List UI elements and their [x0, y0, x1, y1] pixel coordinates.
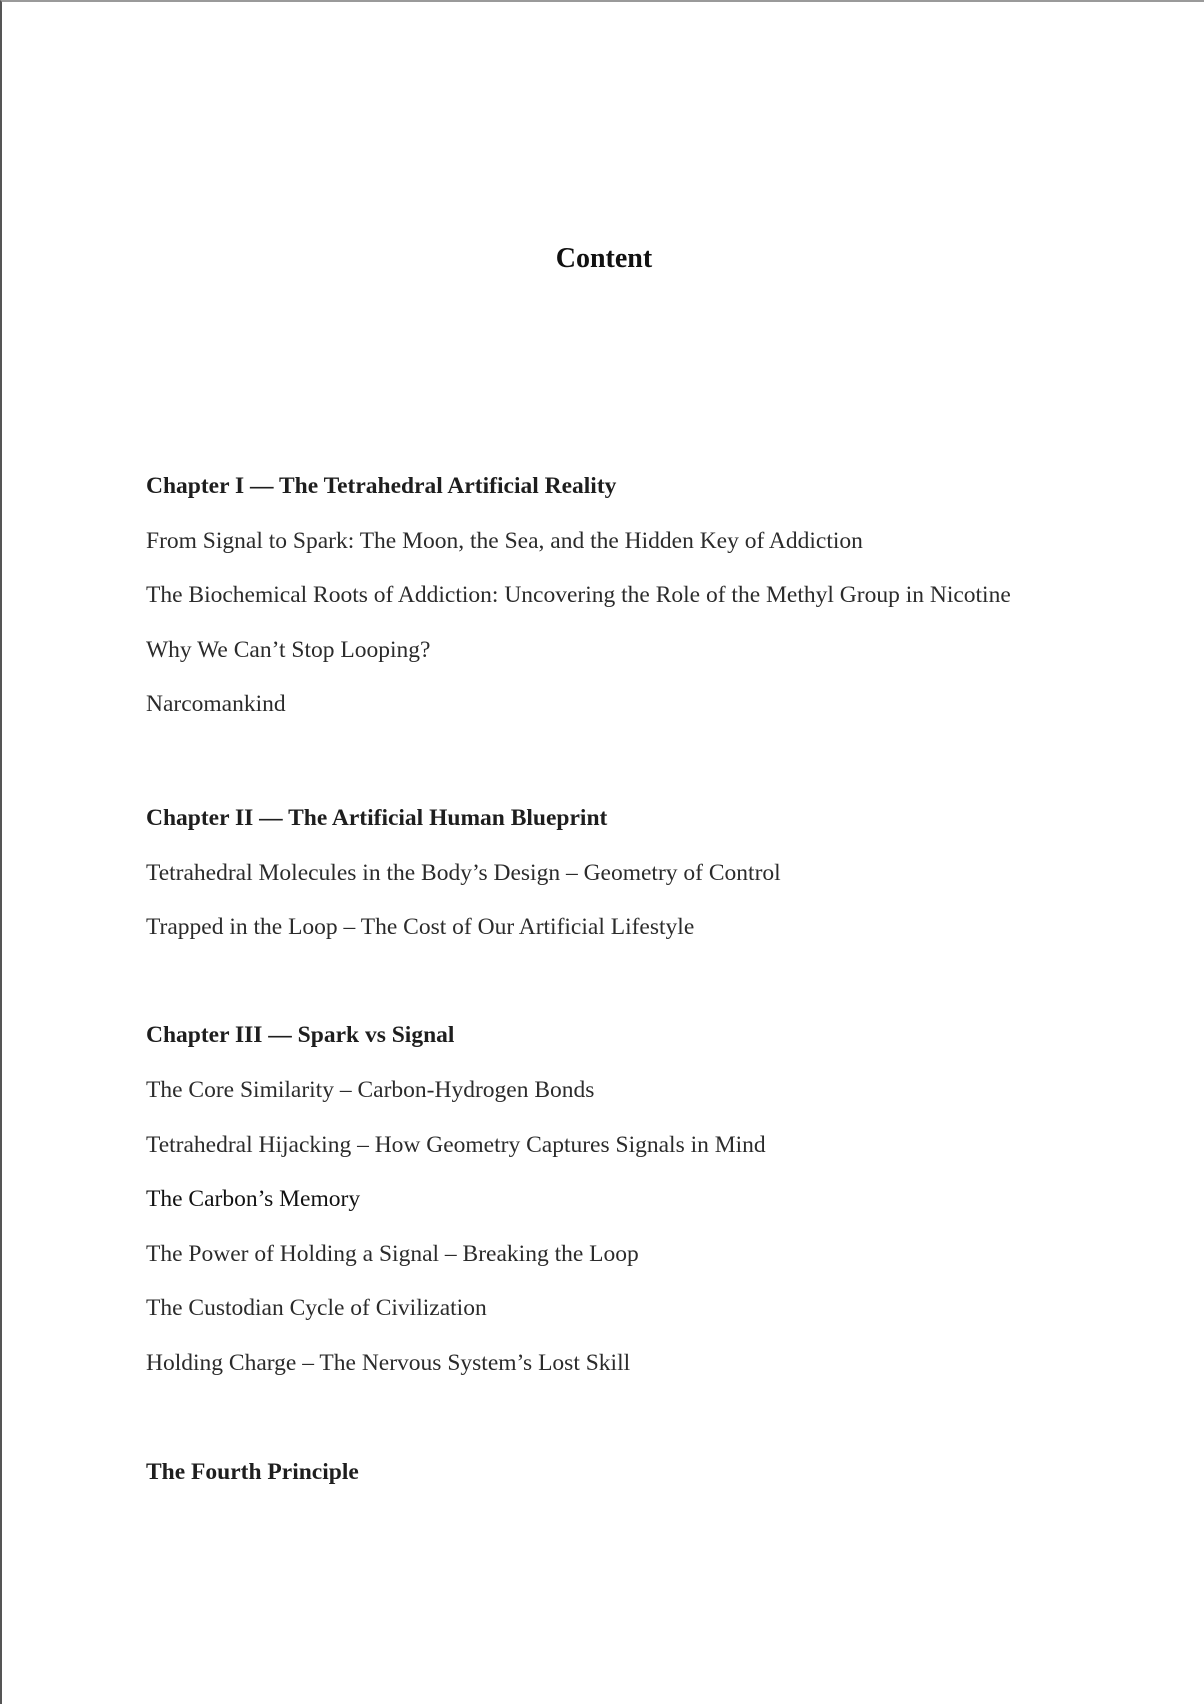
- toc-entry: Tetrahedral Molecules in the Body’s Design – Geometry of Control: [146, 860, 781, 886]
- toc-entry: The Carbon’s Memory: [146, 1186, 361, 1212]
- chapter-heading-2: Chapter II — The Artificial Human Blueprint: [146, 805, 608, 831]
- chapter-heading-1: Chapter I — The Tetrahedral Artificial Reality: [146, 473, 617, 499]
- toc-entry: The Biochemical Roots of Addiction: Uncovering the Role of the Methyl Group in Nicotine: [146, 582, 1011, 608]
- toc-entry: Tetrahedral Hijacking – How Geometry Captures Signals in Mind: [146, 1132, 766, 1158]
- toc-entry: The Power of Holding a Signal – Breaking the Loop: [146, 1241, 639, 1267]
- chapter-heading-3: Chapter III — Spark vs Signal: [146, 1022, 455, 1048]
- toc-entry: From Signal to Spark: The Moon, the Sea, and the Hidden Key of Addiction: [146, 528, 863, 554]
- toc-entry: The Core Similarity – Carbon-Hydrogen Bonds: [146, 1077, 595, 1103]
- chapter-heading-4: The Fourth Principle: [146, 1459, 359, 1485]
- toc-entry: Narcomankind: [146, 691, 286, 717]
- toc-entry: Holding Charge – The Nervous System’s Lost Skill: [146, 1350, 631, 1376]
- toc-entry: Trapped in the Loop – The Cost of Our Artificial Lifestyle: [146, 914, 695, 940]
- toc-entry: Why We Can’t Stop Looping?: [146, 637, 431, 663]
- page-title: Content: [555, 243, 653, 274]
- toc-entry: The Custodian Cycle of Civilization: [146, 1295, 487, 1321]
